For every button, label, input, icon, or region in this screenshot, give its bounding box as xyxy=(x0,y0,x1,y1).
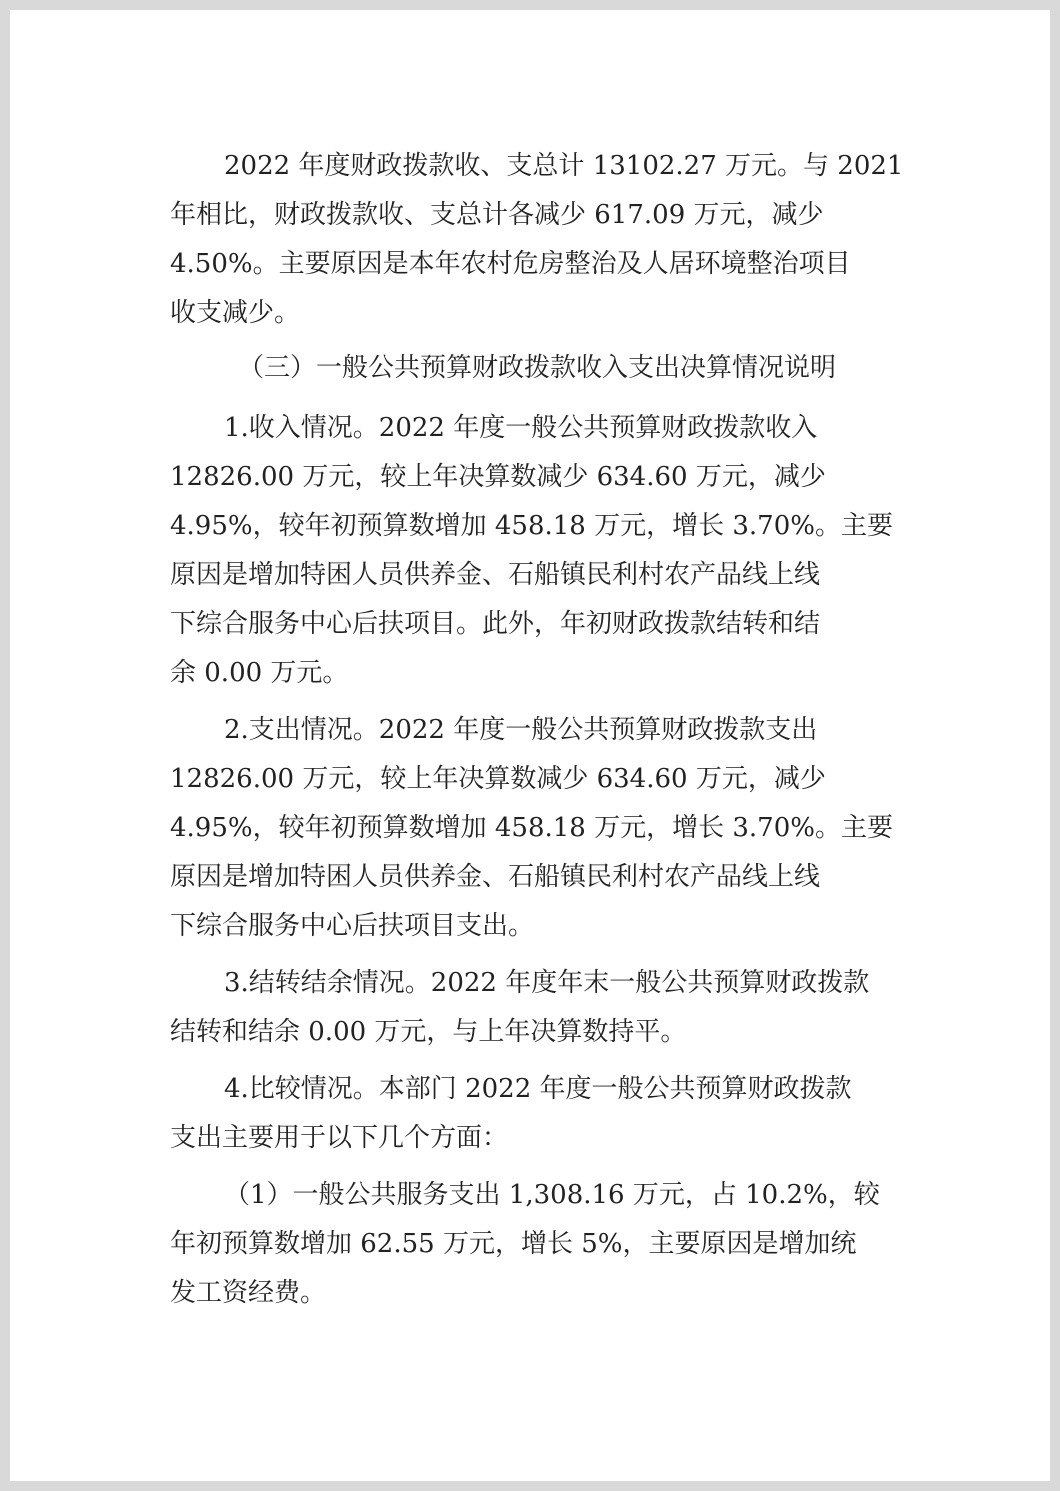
text-line: 年相比，财政拨款收、支总计各减少 617.09 万元，减少 xyxy=(170,200,824,230)
text-line: 4.50%。主要原因是本年农村危房整治及人居环境整治项目 xyxy=(170,249,851,279)
text-line: （1）一般公共服务支出 1,308.16 万元，占 10.2%，较 xyxy=(224,1180,880,1210)
document-page xyxy=(10,10,1050,1481)
text-line: 支出主要用于以下几个方面： xyxy=(170,1123,509,1153)
text-line: 4.95%，较年初预算数增加 458.18 万元，增长 3.70%。主要 xyxy=(170,813,893,843)
text-line: 2.支出情况。2022 年度一般公共预算财政拨款支出 xyxy=(224,715,818,745)
text-line: 下综合服务中心后扶项目支出。 xyxy=(170,911,535,941)
text-line: 原因是增加特困人员供养金、石船镇民利村农产品线上线 xyxy=(170,862,821,892)
section-heading: （三）一般公共预算财政拨款收入支出决算情况说明 xyxy=(238,353,837,383)
text-line: 12826.00 万元，较上年决算数减少 634.60 万元，减少 xyxy=(170,764,826,794)
text-line: 4.比较情况。本部门 2022 年度一般公共预算财政拨款 xyxy=(224,1074,852,1104)
text-line: 3.结转结余情况。2022 年度年末一般公共预算财政拨款 xyxy=(224,968,870,998)
text-line: 发工资经费。 xyxy=(170,1278,327,1308)
text-line: 4.95%，较年初预算数增加 458.18 万元，增长 3.70%。主要 xyxy=(170,511,893,541)
text-line: 结转和结余 0.00 万元，与上年决算数持平。 xyxy=(170,1017,687,1047)
text-line: 下综合服务中心后扶项目。此外，年初财政拨款结转和结 xyxy=(170,609,821,639)
text-line: 2022 年度财政拨款收、支总计 13102.27 万元。与 2021 xyxy=(224,151,904,181)
text-line: 收支减少。 xyxy=(170,298,301,328)
text-line: 原因是增加特困人员供养金、石船镇民利村农产品线上线 xyxy=(170,560,821,590)
text-line: 余 0.00 万元。 xyxy=(170,658,349,688)
text-line: 12826.00 万元，较上年决算数减少 634.60 万元，减少 xyxy=(170,462,826,492)
text-line: 1.收入情况。2022 年度一般公共预算财政拨款收入 xyxy=(224,413,818,443)
text-line: 年初预算数增加 62.55 万元，增长 5%，主要原因是增加统 xyxy=(170,1229,857,1259)
